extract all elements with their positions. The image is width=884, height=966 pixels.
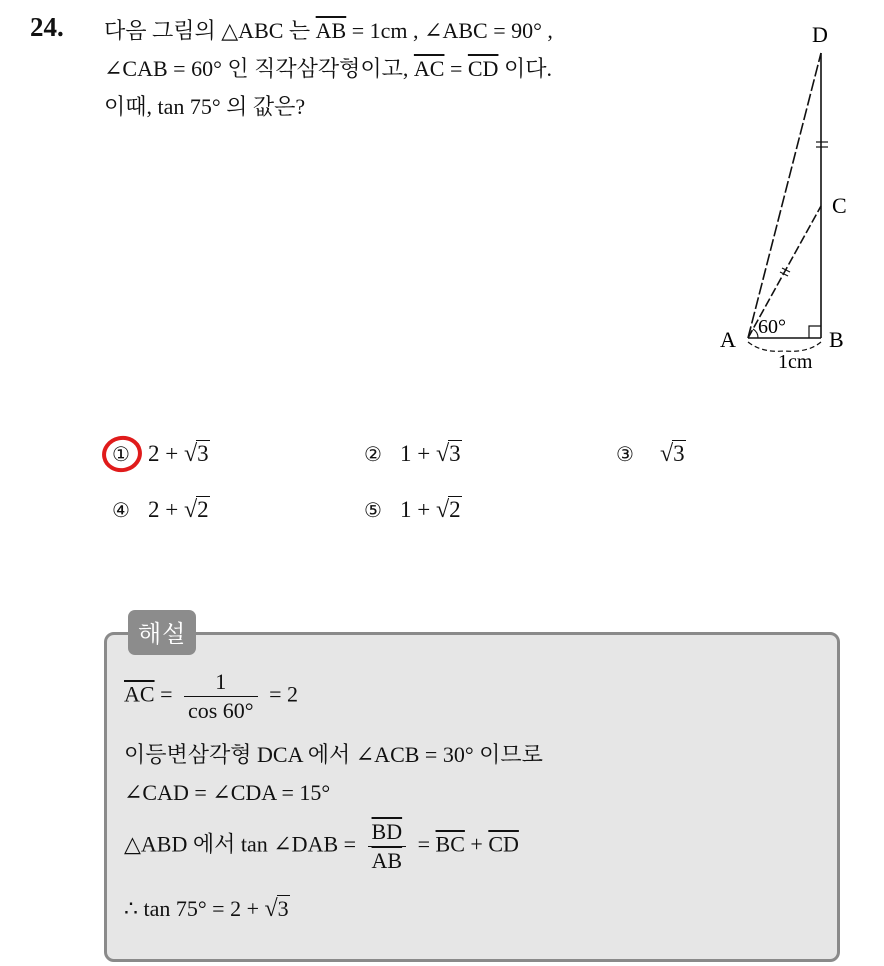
- triangle-figure: [700, 20, 870, 380]
- question-line-2: [104, 52, 552, 83]
- radicand: 3: [197, 441, 209, 466]
- segment-cd: $\overline{CD}$: [488, 831, 519, 857]
- angle-label: 60°: [758, 316, 786, 338]
- fraction-denominator: AB: [371, 848, 403, 873]
- fraction-numerator: 1: [184, 668, 258, 697]
- radicand: 3: [449, 441, 461, 466]
- choice-marker: ①: [112, 442, 130, 466]
- question-text: = 1cm , ∠ABC = 90° ,: [346, 18, 553, 43]
- sqrt-expression: √2: [435, 497, 461, 523]
- solution-line-1: [124, 668, 298, 725]
- sqrt-expression: √3: [264, 896, 289, 922]
- fraction-numerator: $\overline{BD}$: [368, 818, 407, 847]
- choice-2[interactable]: [364, 441, 462, 468]
- right-angle-marker: [809, 326, 821, 338]
- solution-line-4: [124, 818, 519, 875]
- question-line-3: 이때, tan 75° 의 값은?: [104, 94, 306, 119]
- choice-marker: ④: [112, 498, 130, 522]
- question-line-1: [104, 14, 553, 45]
- choice-marker: ⑤: [364, 498, 382, 522]
- equals-sign: =: [154, 681, 178, 707]
- equals-sign: =: [412, 831, 436, 857]
- question-text: 다음 그림의 △ABC 는: [104, 18, 316, 43]
- question-number: 24.: [30, 12, 64, 42]
- solution-tag: 해설: [128, 610, 196, 655]
- choice-prefix: 2 +: [148, 497, 184, 522]
- choice-marker: ③: [616, 442, 634, 466]
- segment-bc: $\overline{BC}$: [435, 831, 465, 857]
- segment-ac: $\overline{AC}$: [124, 681, 155, 707]
- solution-line-5: [124, 896, 290, 923]
- label-d: D: [812, 22, 828, 47]
- equals-sign: =: [444, 56, 468, 81]
- label-c: C: [832, 193, 847, 218]
- sqrt-expression: √3: [435, 441, 461, 467]
- segment-cd: $\overline{CD}$: [467, 56, 499, 81]
- radicand: 3: [277, 896, 289, 921]
- segment-ac: $\overline{AC}$: [413, 56, 445, 81]
- radicand: 2: [197, 497, 209, 522]
- choice-prefix: 2 +: [148, 441, 184, 466]
- solution-line-2: 이등변삼각형 DCA 에서 ∠ACB = 30° 이므로: [124, 742, 543, 767]
- label-b: B: [829, 327, 844, 352]
- sqrt-expression: √3: [183, 441, 209, 467]
- fraction: [368, 818, 407, 875]
- sqrt-expression: √2: [183, 497, 209, 523]
- fraction-denominator: cos 60°: [187, 698, 254, 723]
- solution-line-3: ∠CAD = ∠CDA = 15°: [124, 780, 331, 805]
- radicand: 2: [449, 497, 461, 522]
- choice-4[interactable]: [112, 497, 210, 524]
- choice-3[interactable]: [616, 441, 686, 468]
- label-a: A: [720, 327, 736, 352]
- plus-sign: +: [464, 831, 489, 857]
- choice-5[interactable]: [364, 497, 462, 524]
- choice-prefix: 1 +: [400, 441, 436, 466]
- solution-text: ∴ tan 75° = 2 +: [124, 896, 265, 921]
- fraction: [184, 668, 258, 725]
- question-text: 이다.: [498, 56, 552, 81]
- base-label: 1cm: [778, 351, 813, 373]
- sqrt-expression: √3: [660, 441, 685, 467]
- question-text: ∠CAB = 60° 인 직각삼각형이고,: [104, 56, 414, 81]
- radicand: 3: [673, 441, 685, 466]
- solution-text: △ABD 에서 tan ∠DAB =: [124, 831, 362, 857]
- dimension-brace: [748, 342, 821, 351]
- choice-prefix: 1 +: [400, 497, 436, 522]
- segment-ab: $\overline{AB}$: [315, 18, 347, 43]
- equals-two: = 2: [263, 681, 299, 707]
- line-ad: [748, 53, 821, 338]
- choice-1[interactable]: [112, 441, 210, 468]
- choice-marker: ②: [364, 442, 382, 466]
